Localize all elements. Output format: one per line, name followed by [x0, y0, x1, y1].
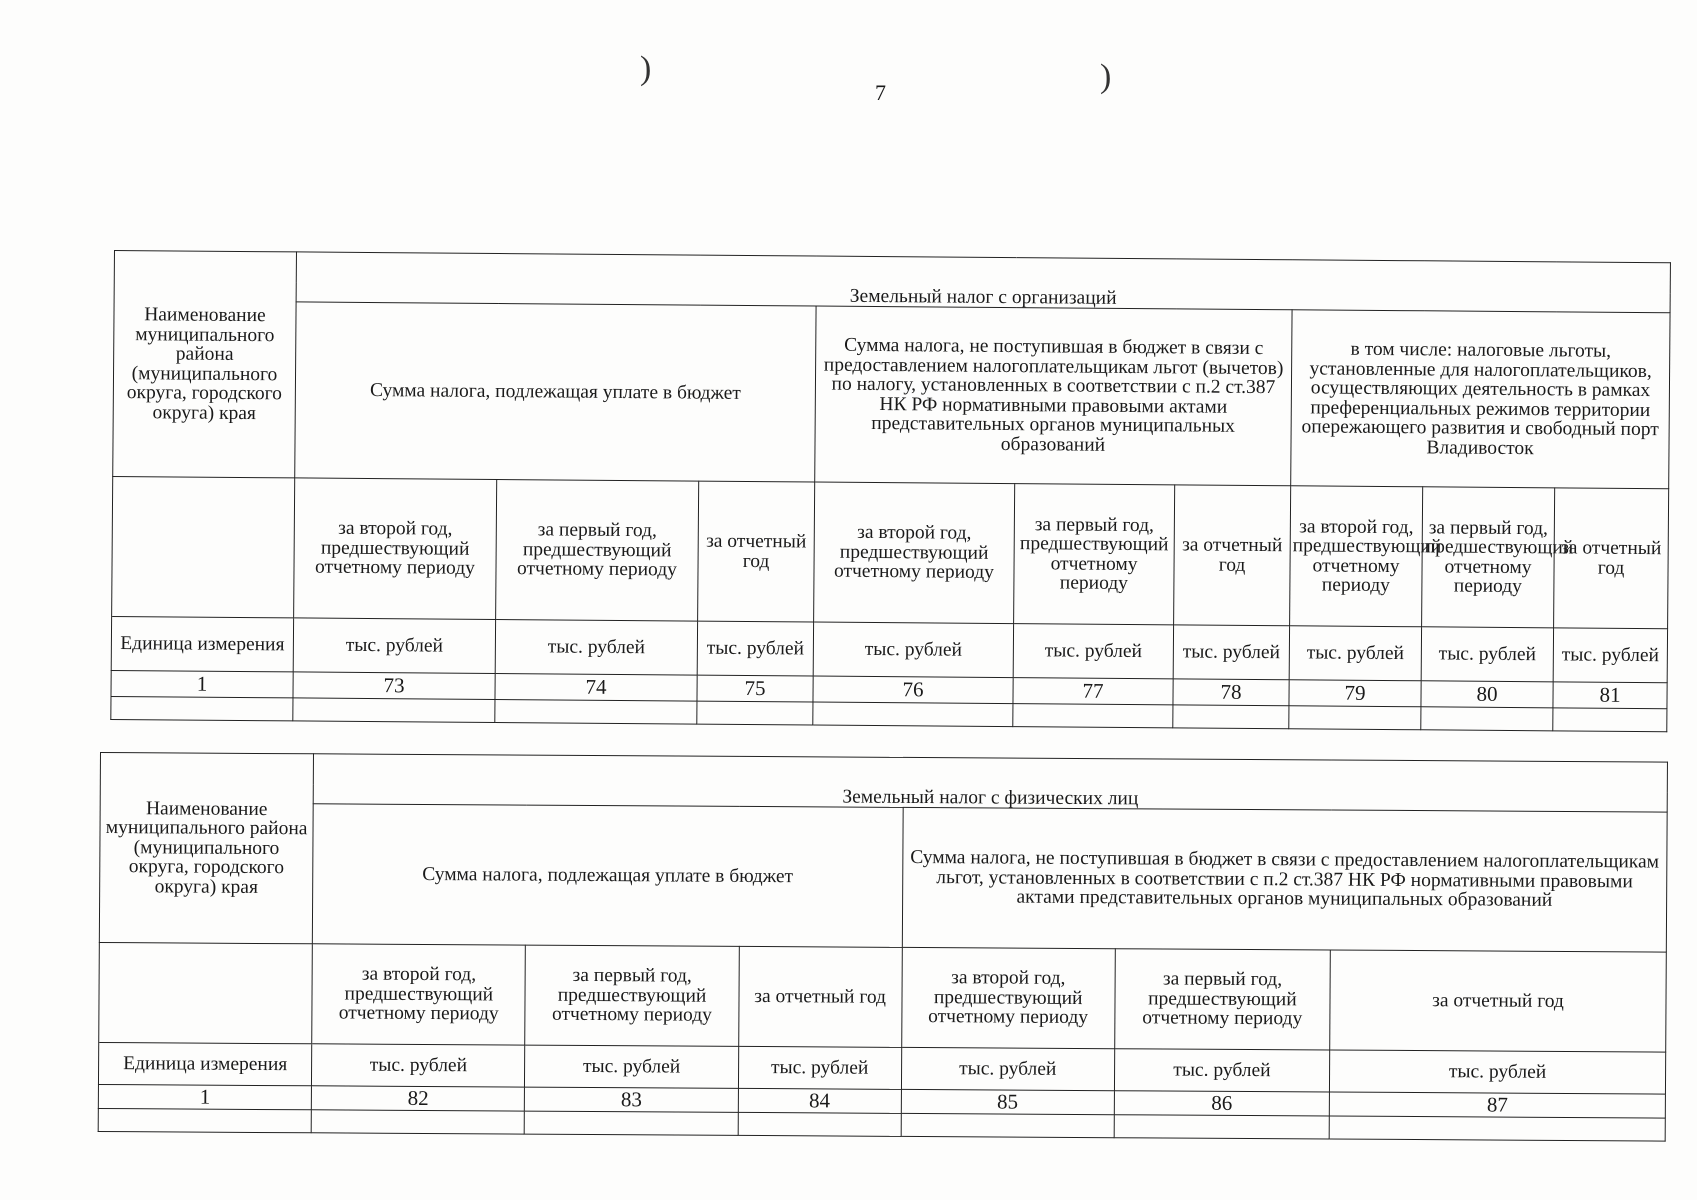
period-header: за первый год, предшествующий отчетному периоду	[1422, 487, 1555, 628]
column-number: 80	[1421, 681, 1553, 708]
section-header-payable: Сумма налога, подлежащая уплате в бюджет	[295, 302, 816, 482]
period-header: за первый год, предшествующий отчетному периоду	[496, 480, 699, 622]
unit-cell: тыс. рублей	[495, 620, 697, 676]
blank-cell	[525, 1111, 738, 1135]
name-header-continuation	[112, 476, 295, 617]
unit-cell: тыс. рублей	[813, 622, 1013, 678]
column-number: 77	[1013, 678, 1173, 705]
blank-cell	[1329, 1116, 1665, 1141]
period-header: за второй год, предшествующий отчетному периоду	[312, 944, 526, 1045]
page-number: 7	[875, 80, 886, 105]
column-number: 76	[813, 676, 1013, 704]
unit-cell: тыс. рублей	[697, 621, 813, 676]
column-number: 81	[1553, 682, 1667, 709]
name-header: Наименование муниципального района (муниципального округа, городского округа) края	[99, 753, 313, 944]
blank-cell	[111, 696, 293, 720]
period-header: за отчетный год	[1554, 488, 1669, 629]
blank-cell	[1173, 705, 1289, 729]
column-number: 78	[1173, 679, 1289, 706]
blank-cell	[293, 698, 495, 723]
column-number: 85	[901, 1089, 1114, 1114]
period-header: за второй год, предшествующий отчетному периоду	[901, 947, 1115, 1048]
land-tax-individuals-table	[98, 752, 1668, 1142]
period-header: за отчетный год	[698, 481, 815, 622]
blank-cell	[901, 1113, 1114, 1137]
hole-punch-mark: )	[640, 50, 652, 87]
group-title: Земельный налог с физических лиц	[313, 784, 1667, 812]
period-header: за отчетный год	[738, 946, 902, 1047]
name-header-continuation	[99, 942, 313, 1043]
blank-cell	[1553, 708, 1667, 732]
blank-cell	[98, 1108, 311, 1132]
section-header-preferential: в том числе: налоговые льготы, установленные для налогоплательщиков, осуществляющих деятельность в рамках преференциальных режимов территории опережающего развития и свободный порт Владивосток	[1291, 310, 1670, 489]
column-number: 87	[1329, 1092, 1665, 1118]
blank-cell	[495, 700, 697, 725]
unit-cell: тыс. рублей	[1421, 627, 1553, 682]
unit-cell: тыс. рублей	[525, 1045, 738, 1088]
unit-label: Единица измерения	[111, 616, 293, 671]
row-number: 1	[111, 670, 293, 697]
land-tax-organizations-table	[110, 250, 1671, 732]
blank-cell	[813, 702, 1013, 727]
period-header: за отчетный год	[1330, 950, 1667, 1052]
column-number: 82	[312, 1086, 525, 1111]
period-header: за первый год, предшествующий отчетному периоду	[525, 945, 739, 1046]
unit-label: Единица измерения	[98, 1042, 311, 1085]
name-header: Наименование муниципального района (муниципального округа, городского округа) края	[113, 251, 297, 478]
column-number: 74	[495, 674, 697, 702]
column-number: 73	[293, 672, 495, 700]
blank-cell	[1289, 706, 1421, 730]
unit-cell: тыс. рублей	[1329, 1050, 1665, 1094]
period-header: за второй год, предшествующий отчетному периоду	[1290, 486, 1423, 627]
period-header: за отчетный год	[1174, 485, 1291, 626]
unit-cell: тыс. рублей	[1013, 624, 1173, 679]
blank-cell	[738, 1112, 901, 1136]
blank-cell	[1421, 707, 1553, 731]
column-number: 84	[738, 1088, 901, 1113]
section-header-payable: Сумма налога, подлежащая уплате в бюджет	[313, 804, 903, 948]
blank-cell	[697, 701, 813, 725]
group-title: Земельный налог с организаций	[296, 282, 1670, 313]
period-header: за второй год, предшествующий отчетному периоду	[294, 478, 497, 620]
unit-cell: тыс. рублей	[1173, 625, 1289, 680]
unit-cell: тыс. рублей	[1553, 628, 1667, 683]
section-header-exemptions: Сумма налога, не поступившая в бюджет в связи с предоставлением налогоплательщикам льгот (вычетов) по налогу, установленных в соответствии с п.2 ст.387 НК РФ нормативными правовыми актами представительных органов муниципальных образований	[815, 306, 1292, 486]
period-header: за первый год, предшествующий отчетному периоду	[1014, 484, 1175, 625]
unit-cell: тыс. рублей	[1289, 626, 1421, 681]
row-number: 1	[98, 1084, 311, 1109]
section-header-exemptions: Сумма налога, не поступившая в бюджет в связи с предоставлением налогоплательщикам льгот, установленных в соответствии с п.2 ст.387 НК РФ нормативными правовыми актами представительных органов муниципальных образований	[902, 807, 1667, 952]
column-number: 83	[525, 1087, 738, 1112]
blank-cell	[311, 1110, 524, 1134]
unit-cell: тыс. рублей	[901, 1047, 1114, 1090]
period-header: за второй год, предшествующий отчетному периоду	[814, 482, 1015, 624]
unit-cell: тыс. рублей	[1114, 1049, 1329, 1092]
blank-cell	[1013, 704, 1173, 728]
column-number: 79	[1289, 680, 1421, 707]
column-number: 75	[697, 675, 813, 702]
unit-cell: тыс. рублей	[293, 618, 495, 674]
unit-cell: тыс. рублей	[738, 1046, 901, 1089]
column-number: 86	[1114, 1091, 1329, 1116]
period-header: за первый год, предшествующий отчетному периоду	[1115, 949, 1331, 1050]
hole-punch-mark: )	[1100, 58, 1112, 95]
unit-cell: тыс. рублей	[312, 1044, 525, 1087]
blank-cell	[1114, 1115, 1329, 1139]
